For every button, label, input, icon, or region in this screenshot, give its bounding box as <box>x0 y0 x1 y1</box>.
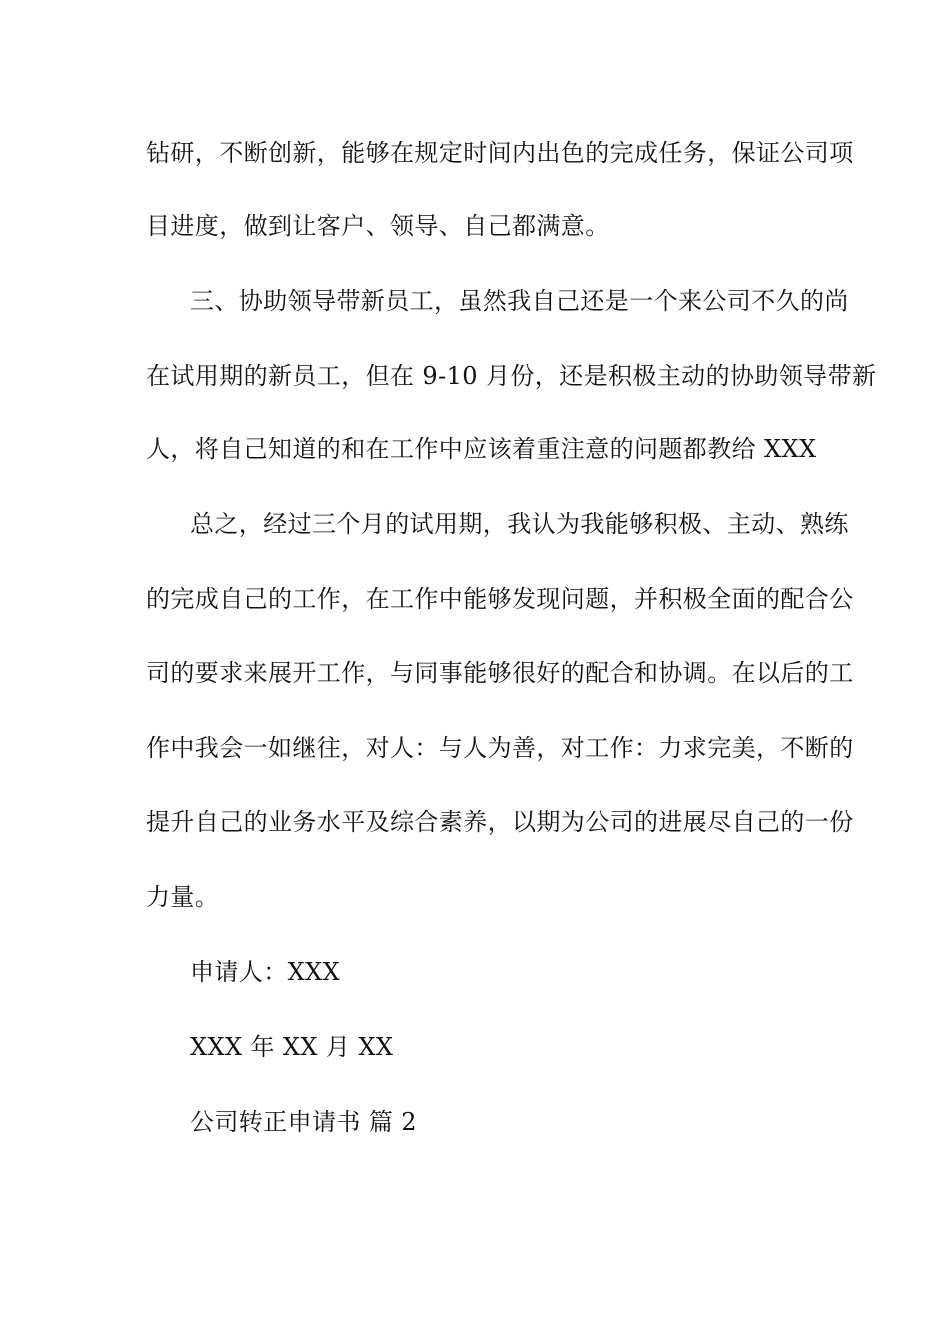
paragraph-1-line-2: 目进度，做到让客户、领导、自己都满意。 <box>146 212 610 240</box>
signature-date: XXX 年 XX 月 XX <box>190 1033 394 1061</box>
paragraph-3-line-2: 的完成自己的工作，在工作中能够发现问题，并积极全面的配合公 <box>146 585 854 613</box>
paragraph-3-line-5: 提升自己的业务水平及综合素养，以期为公司的进展尽自己的一份 <box>146 808 854 836</box>
paragraph-3-line-1: 总之，经过三个月的试用期，我认为我能够积极、主动、熟练 <box>190 510 849 538</box>
paragraph-3-line-3: 司的要求来展开工作，与同事能够很好的配合和协调。在以后的工 <box>146 659 854 687</box>
paragraph-2-line-2: 在试用期的新员工，但在 9-10 月份，还是积极主动的协助领导带新 <box>146 362 877 390</box>
paragraph-2-line-3: 人，将自己知道的和在工作中应该着重注意的问题都教给 XXX <box>146 435 817 463</box>
next-section-heading: 公司转正申请书 篇 2 <box>190 1108 417 1136</box>
paragraph-2-line-1: 三、协助领导带新员工，虽然我自己还是一个来公司不久的尚 <box>190 287 849 315</box>
paragraph-3-line-6: 力量。 <box>146 883 220 911</box>
applicant-signature: 申请人：XXX <box>190 958 341 986</box>
paragraph-1-line-1: 钻研，不断创新，能够在规定时间内出色的完成任务，保证公司项 <box>146 139 854 167</box>
paragraph-3-line-4: 作中我会一如继往，对人：与人为善，对工作：力求完美，不断的 <box>146 734 854 762</box>
